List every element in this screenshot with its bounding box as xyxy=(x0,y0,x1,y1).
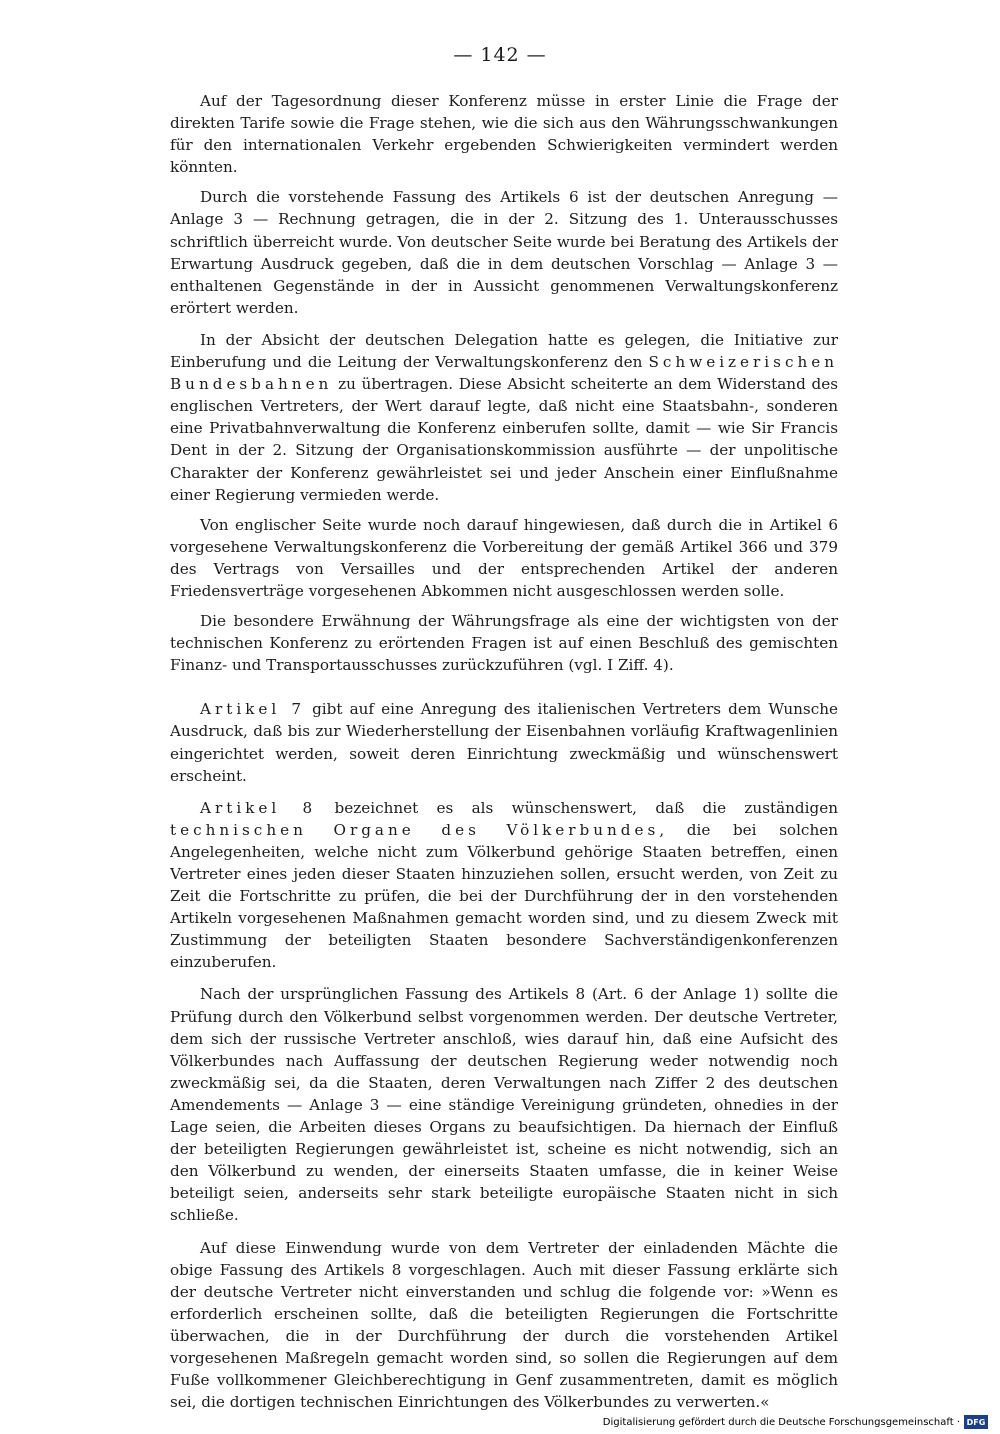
emphasis-technische-organe: technischen Organe des Völkerbundes xyxy=(170,820,660,839)
paragraph-2: Durch die vorstehende Fassung des Artikels 6 ist der deutschen Anregung — Anlage 3 — Rechnung getragen, die in der 2. Sitzung des 1. Unterausschusses schriftlich überreicht wurde. Von deutscher Seite wurde bei Beratung des Artikels der Erwartung Ausdruck gegeben, daß die in dem deutschen Vorschlag — Anlage 3 — enthaltenen Gegenstände in der in Aussicht genommenen Verwaltungskonferenz erörtert werden. xyxy=(170,188,838,317)
paragraph-1: Auf der Tagesordnung dieser Konferenz müsse in erster Linie die Frage der direkten Tarife sowie die Frage stehen, wie die sich aus den Währungsschwankungen für den internationalen Verkehr ergebenden Schwierigkeiten vermindert werden könnten. xyxy=(170,92,838,177)
paragraph-5: Die besondere Erwähnung der Währungsfrage als eine der wichtigsten von der technischen Konferenz zu erörtenden Fragen ist auf einen Beschluß des gemischten Finanz- und Transportausschusses zurückzuführen (vgl. I Ziff. 4). xyxy=(170,612,838,675)
paragraph-7-text-b: bezeichnet es als wünschenswert, daß die zuständigen xyxy=(334,798,838,817)
paragraph-6 xyxy=(170,698,838,786)
digitization-footer xyxy=(603,1415,988,1429)
footer-credit: Digitalisierung gefördert durch die Deutsche Forschungsgemeinschaft · xyxy=(602,1416,960,1428)
paragraph-7-text-d: , die bei solchen Angelegenheiten, welche nicht zum Völkerbund gehörige Staaten betreffen, einen Vertreter eines jeden dieser Staaten hinzuziehen sollen, ersucht werden, von Zeit zu Zeit die Fortschritte zu prüfen, die bei der Durchführung der in den vorstehenden Artikeln vorgesehenen Maßnahmen gemacht worden sind, und zu diesem Zweck mit Zustimmung der beteiligten Staaten besondere Sachverständigenkonferenzen einzuberufen. xyxy=(170,820,838,972)
emphasis-artikel-7: Artikel 7 xyxy=(200,700,305,719)
paragraph-8: Nach der ursprünglichen Fassung des Artikels 8 (Art. 6 der Anlage 1) sollte die Prüfung durch den Völkerbund selbst vorgenommen werden. Der deutsche Vertreter, dem sich der russische Vertreter anschloß, wies darauf hin, daß eine Aufsicht des Völkerbundes nach Auffassung der deutschen Regierung weder notwendig noch zweckmäßig sei, da die Staaten, deren Verwaltungen nach Ziffer 2 des deutschen Amendements — Anlage 3 — eine ständige Vereinigung gründeten, ohnedies in der Lage seien, die Arbeiten dieses Organs zu beaufsichtigen. Da hiernach der Einfluß der beteiligten Regierungen gewährleistet ist, scheine es nicht notwendig, sich an den Völkerbund zu wenden, der einerseits Staaten umfasse, die in keiner Weise beteiligt seien, anderseits sehr stark beteiligte europäische Staaten nicht in sich schließe. xyxy=(170,985,838,1225)
dfg-logo-icon: DFG xyxy=(964,1415,988,1429)
emphasis-schweizerische-bundesbahnen: Schweizerischen Bundesbahnen xyxy=(170,353,839,394)
paragraph-3-text-c: zu übertragen. Diese Absicht scheiterte an dem Widerstand des englischen Vertreters, der Wert darauf legte, daß nicht eine Staatsbahn-, sonderen eine Privatbahnverwaltung die Konferenz einberufen sollte, damit — wie Sir Francis Dent in der 2. Sitzung der Organisationskommission ausführte — der unpolitische Charakter der Konferenz gewährleistet sei und jeder Anschein einer Einflußnahme einer Regierung vermieden werde. xyxy=(170,375,839,504)
paragraph-3-text-a: In der Absicht der deutschen Delegation hatte es gelegen, die Initiative zur Einberufung und die Leitung der Verwaltungskonferenz den xyxy=(170,330,838,372)
emphasis-artikel-8: Artikel 8 xyxy=(200,798,317,817)
paragraph-3 xyxy=(170,329,838,506)
paragraph-4: Von englischer Seite wurde noch darauf hingewiesen, daß durch die in Artikel 6 vorgesehene Verwaltungskonferenz die Vorbereitung der gemäß Artikel 366 und 379 des Vertrags von Versailles und der entsprechenden Artikel der anderen Friedensverträge vorgesehenen Abkommen nicht ausgeschlossen werden solle. xyxy=(170,515,838,600)
paragraph-6-text: gibt auf eine Anregung des italienischen Vertreters dem Wunsche Ausdruck, daß bis zur Wiederherstellung der Eisenbahnen vorläufig Kraftwagenlinien eingerichtet werden, soweit deren Einrichtung zweckmäßig und wünschenswert erscheint. xyxy=(170,700,838,785)
page-number: — 142 — xyxy=(453,44,547,66)
body-text xyxy=(170,90,838,1413)
paragraph-9: Auf diese Einwendung wurde von dem Vertreter der einladenden Mächte die obige Fassung des Artikels 8 vorgeschlagen. Auch mit dieser Fassung erklärte sich der deutsche Vertreter nicht einverstanden und schlug die folgende vor: »Wenn es erforderlich erscheinen sollte, daß die beteiligten Regierungen die Fortschritte überwachen, die in der Durchführung der durch die vorstehenden Artikel vorgesehenen Maßregeln gemacht worden sind, so sollen die Regierungen auf dem Fuße vollkommener Gleichberechtigung in Genf zusammentreten, damit es möglich sei, die dortigen technischen Einrichtungen des Völkerbundes zu verwerten.« xyxy=(170,1238,838,1412)
paragraph-7 xyxy=(170,797,838,974)
